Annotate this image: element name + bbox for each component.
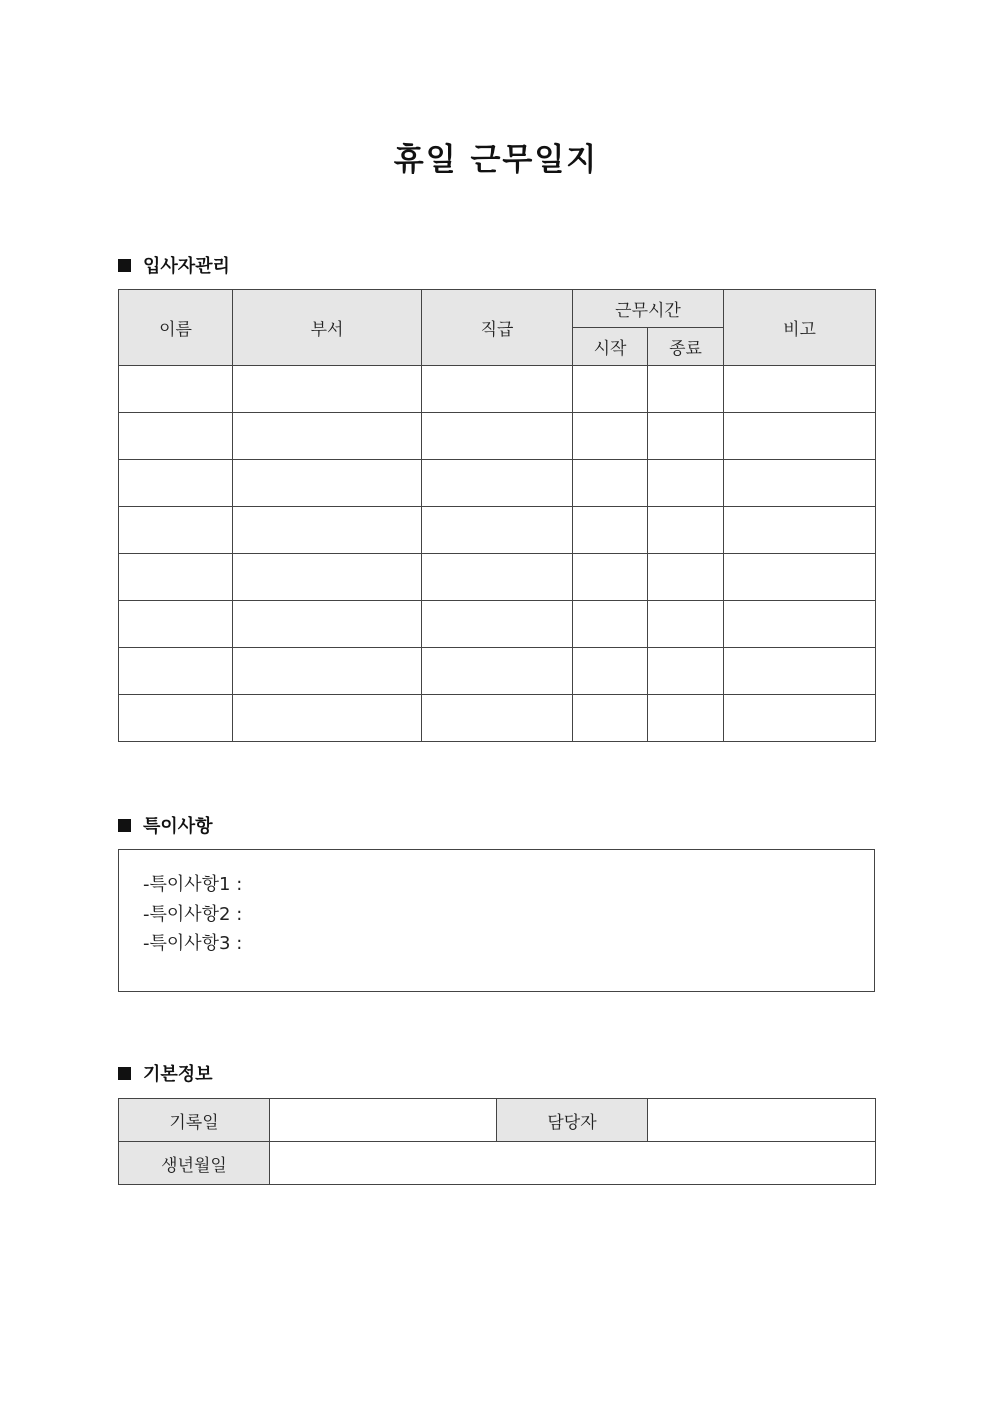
cell-department[interactable] xyxy=(233,507,422,554)
cell-department[interactable] xyxy=(233,366,422,413)
cell-end[interactable] xyxy=(648,366,724,413)
cell-start[interactable] xyxy=(573,695,648,742)
cell-remarks[interactable] xyxy=(724,695,876,742)
column-header-department: 부서 xyxy=(233,290,422,366)
record-date-field[interactable] xyxy=(270,1099,497,1142)
cell-start[interactable] xyxy=(573,554,648,601)
staff-section-title: 입사자관리 xyxy=(143,256,230,277)
cell-end[interactable] xyxy=(648,601,724,648)
cell-remarks[interactable] xyxy=(724,366,876,413)
cell-end[interactable] xyxy=(648,554,724,601)
table-row xyxy=(119,366,876,413)
notes-section-heading xyxy=(118,813,213,837)
cell-department[interactable] xyxy=(233,413,422,460)
cell-position[interactable] xyxy=(422,648,573,695)
cell-position[interactable] xyxy=(422,413,573,460)
cell-remarks[interactable] xyxy=(724,554,876,601)
list-item: -특이사항2 : xyxy=(143,903,243,925)
cell-remarks[interactable] xyxy=(724,460,876,507)
cell-position[interactable] xyxy=(422,601,573,648)
cell-start[interactable] xyxy=(573,601,648,648)
table-row xyxy=(119,460,876,507)
notes-box[interactable] xyxy=(118,849,875,992)
cell-department[interactable] xyxy=(233,648,422,695)
cell-name[interactable] xyxy=(119,460,233,507)
list-item: -특이사항3 : xyxy=(143,933,243,954)
black-square-icon xyxy=(118,819,131,832)
table-row xyxy=(119,601,876,648)
cell-name[interactable] xyxy=(119,554,233,601)
basic-info-section-title: 기본정보 xyxy=(143,1064,213,1085)
cell-name[interactable] xyxy=(119,695,233,742)
cell-start[interactable] xyxy=(573,507,648,554)
manager-label: 담당자 xyxy=(497,1099,648,1142)
manager-field[interactable] xyxy=(648,1099,876,1142)
table-row xyxy=(119,507,876,554)
cell-department[interactable] xyxy=(233,460,422,507)
cell-name[interactable] xyxy=(119,507,233,554)
basic-info-section-heading xyxy=(118,1061,213,1085)
cell-remarks[interactable] xyxy=(724,507,876,554)
cell-start[interactable] xyxy=(573,648,648,695)
cell-start[interactable] xyxy=(573,413,648,460)
cell-remarks[interactable] xyxy=(724,648,876,695)
cell-remarks[interactable] xyxy=(724,413,876,460)
table-row xyxy=(119,648,876,695)
page-title: 휴일 근무일지 xyxy=(393,142,599,178)
table-row xyxy=(119,554,876,601)
birthdate-label: 생년월일 xyxy=(119,1142,270,1185)
cell-position[interactable] xyxy=(422,695,573,742)
record-date-label: 기록일 xyxy=(119,1099,270,1142)
cell-start[interactable] xyxy=(573,460,648,507)
basic-info-table xyxy=(118,1098,876,1185)
column-header-work-hours: 근무시간 xyxy=(573,290,724,328)
staff-table xyxy=(118,289,876,742)
cell-end[interactable] xyxy=(648,695,724,742)
table-row xyxy=(119,413,876,460)
birthdate-field[interactable] xyxy=(270,1142,876,1185)
list-item: -특이사항1 : xyxy=(143,874,243,895)
cell-end[interactable] xyxy=(648,648,724,695)
black-square-icon xyxy=(118,259,131,272)
cell-name[interactable] xyxy=(119,648,233,695)
cell-department[interactable] xyxy=(233,695,422,742)
cell-end[interactable] xyxy=(648,460,724,507)
cell-position[interactable] xyxy=(422,366,573,413)
column-header-start: 시작 xyxy=(573,328,648,366)
staff-section-heading xyxy=(118,253,230,277)
cell-end[interactable] xyxy=(648,507,724,554)
column-header-name: 이름 xyxy=(119,290,233,366)
cell-department[interactable] xyxy=(233,601,422,648)
table-row xyxy=(119,695,876,742)
cell-position[interactable] xyxy=(422,507,573,554)
cell-position[interactable] xyxy=(422,554,573,601)
black-square-icon xyxy=(118,1067,131,1080)
cell-remarks[interactable] xyxy=(724,601,876,648)
column-header-remarks: 비고 xyxy=(724,290,876,366)
cell-department[interactable] xyxy=(233,554,422,601)
cell-name[interactable] xyxy=(119,366,233,413)
cell-position[interactable] xyxy=(422,460,573,507)
notes-list xyxy=(143,870,242,959)
notes-section-title: 특이사항 xyxy=(143,816,213,837)
column-header-position: 직급 xyxy=(422,290,573,366)
cell-name[interactable] xyxy=(119,601,233,648)
cell-name[interactable] xyxy=(119,413,233,460)
cell-end[interactable] xyxy=(648,413,724,460)
column-header-end: 종료 xyxy=(648,328,724,366)
cell-start[interactable] xyxy=(573,366,648,413)
